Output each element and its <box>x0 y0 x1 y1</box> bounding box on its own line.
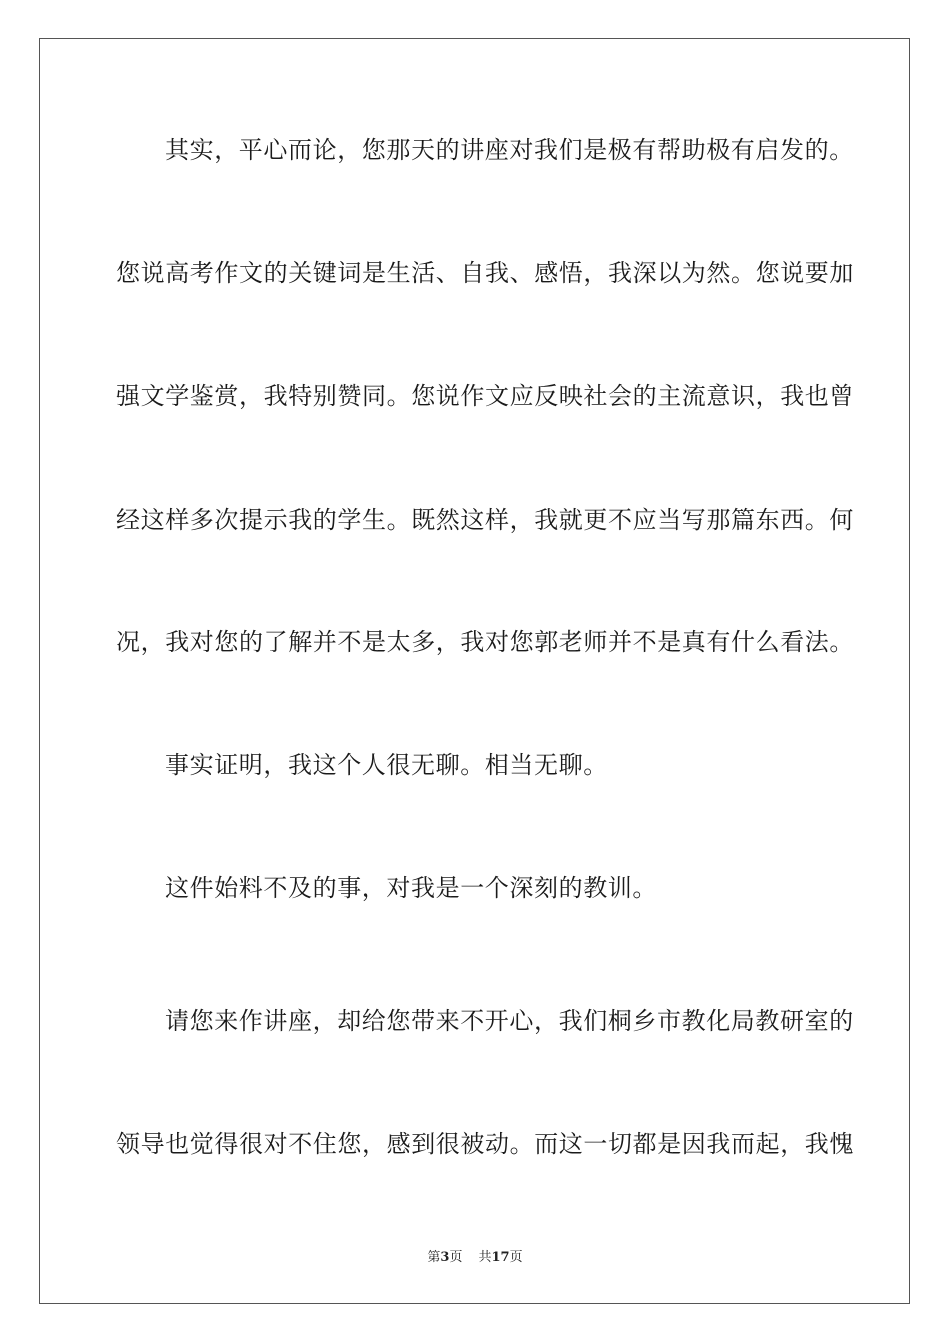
paragraph-line-3: 强文学鉴赏，我特别赞同。您说作文应反映社会的主流意识，我也曾 <box>116 382 854 410</box>
paragraph-line-6: 事实证明，我这个人很无聊。相当无聊。 <box>165 751 608 779</box>
paragraph-line-5: 况，我对您的了解并不是太多，我对您郭老师并不是真有什么看法。 <box>116 628 854 656</box>
page-frame <box>39 38 910 1304</box>
page-footer <box>0 1250 950 1266</box>
paragraph-line-8: 请您来作讲座，却给您带来不开心，我们桐乡市教化局教研室的 <box>165 1007 854 1035</box>
total-suffix: 页 <box>509 1250 523 1265</box>
paragraph-line-2: 您说高考作文的关键词是生活、自我、感悟，我深以为然。您说要加 <box>116 259 854 287</box>
total-prefix: 共 <box>478 1250 492 1265</box>
paragraph-line-1: 其实，平心而论，您那天的讲座对我们是极有帮助极有启发的。 <box>165 136 854 164</box>
paragraph-line-7: 这件始料不及的事，对我是一个深刻的教训。 <box>165 874 657 902</box>
paragraph-line-4: 经这样多次提示我的学生。既然这样，我就更不应当写那篇东西。何 <box>116 506 854 534</box>
paragraph-line-9: 领导也觉得很对不住您，感到很被动。而这一切都是因我而起，我愧 <box>116 1130 854 1158</box>
page-prefix: 第 <box>427 1250 441 1265</box>
total-pages: 17 <box>491 1250 510 1265</box>
page-suffix: 页 <box>449 1250 463 1265</box>
page-number: 3 <box>440 1250 450 1265</box>
